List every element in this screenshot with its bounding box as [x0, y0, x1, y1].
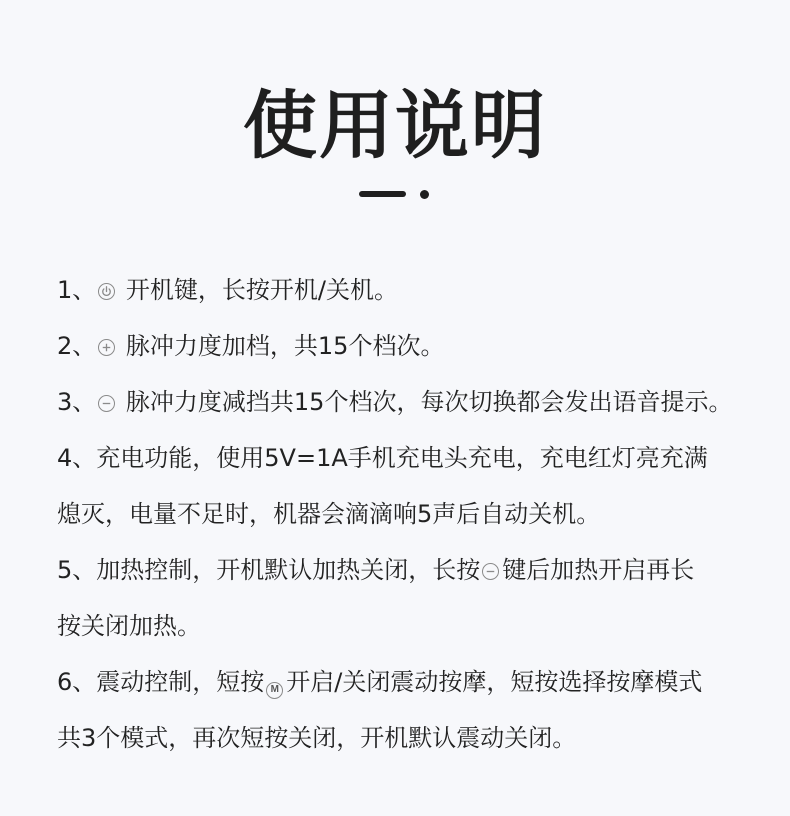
instruction-number: 3、 — [57, 388, 97, 416]
instruction-text: 按关闭加热。 — [57, 612, 201, 640]
instruction-4-line-2 — [57, 486, 757, 542]
instruction-text: 键后加热开启再长 — [502, 556, 695, 584]
instruction-text: 开机键，长按开机/关机。 — [118, 276, 398, 304]
instruction-1-line-1 — [57, 262, 757, 318]
instruction-text: 脉冲力度减挡共15个档次，每次切换都会发出语音提示。 — [118, 388, 733, 416]
plus-icon — [98, 339, 115, 356]
instruction-number: 2、 — [57, 332, 97, 360]
title-divider — [359, 190, 433, 200]
instruction-6-line-2 — [57, 710, 757, 766]
instruction-5-line-2 — [57, 598, 757, 654]
instruction-6-line-1 — [57, 654, 757, 710]
page-title: 使用说明 — [243, 83, 547, 169]
instruction-text: 脉冲力度加档，共15个档次。 — [118, 332, 445, 360]
instruction-text: 充电功能，使用5V=1A手机充电头充电，充电红灯亮充满 — [96, 444, 708, 472]
instruction-5-line-1 — [57, 542, 757, 598]
power-icon — [98, 283, 115, 300]
instruction-text: 熄灭，电量不足时，机器会滴滴响5声后自动关机。 — [57, 500, 601, 528]
instruction-2-line-1 — [57, 318, 757, 374]
instruction-number: 5、 — [57, 556, 97, 584]
m-icon: M — [266, 682, 283, 699]
instruction-text: 震动控制，短按 — [96, 668, 265, 696]
instruction-number: 4、 — [57, 444, 97, 472]
divider-dot — [420, 190, 429, 199]
minus-icon — [482, 563, 499, 580]
instruction-list — [57, 262, 757, 766]
instruction-3-line-1 — [57, 374, 757, 430]
instruction-text: 加热控制，开机默认加热关闭，长按 — [96, 556, 481, 584]
divider-bar — [359, 191, 406, 197]
instruction-4-line-1 — [57, 430, 757, 486]
minus-icon — [98, 395, 115, 412]
instruction-number: 6、 — [57, 668, 97, 696]
instruction-text: 共3个模式，再次短按关闭，开机默认震动关闭。 — [57, 724, 577, 752]
instruction-number: 1、 — [57, 276, 97, 304]
instruction-text: 开启/关闭震动按摩，短按选择按摩模式 — [286, 668, 703, 696]
